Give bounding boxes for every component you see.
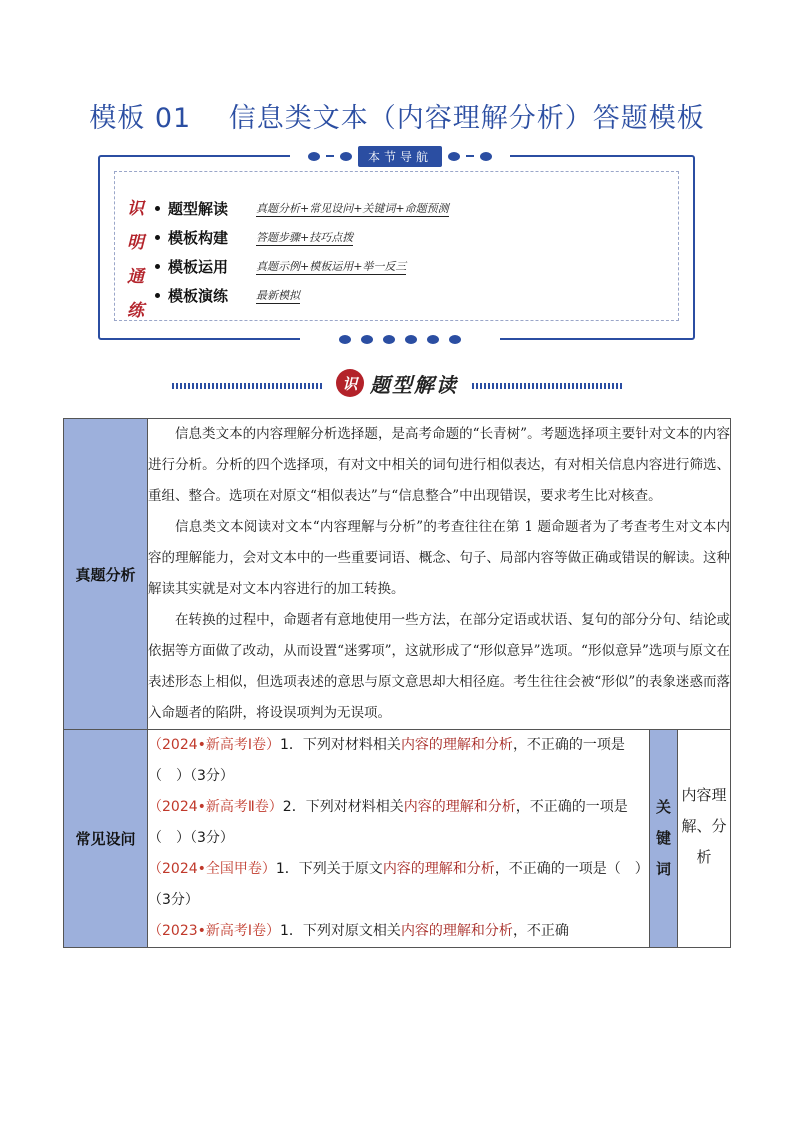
decor-dot-icon [449, 335, 461, 344]
nav-header [290, 145, 510, 167]
question-keyword: 内容的理解和分析 [400, 737, 513, 753]
question-keyword: 内容的理解和分析 [403, 799, 516, 815]
question-text: 1．下列对材料相关 [280, 737, 401, 753]
analysis-content [148, 419, 731, 730]
nav-item-desc: 真题分析+常见设问+关键词+命题预测 [256, 202, 449, 215]
nav-item-name: 模板构建 [168, 229, 229, 247]
decor-stripe [472, 383, 622, 389]
nav-item[interactable] [155, 223, 449, 252]
decor-stripe [172, 383, 322, 389]
question-text: 1．下列对原文相关 [280, 923, 401, 939]
decor-dot-icon [405, 335, 417, 344]
analysis-paragraph: 信息类文本的内容理解分析选择题，是高考命题的“长青树”。考题选择项主要针对文本的内容进行分析。分析的四个选择项，有对文中相关的词句进行相似表达，有对相关信息内容进行筛选、重组、整合。选项在对原文“相似表达”与“信息整合”中出现错误，要求考生比对核查。 [148, 426, 731, 504]
analysis-paragraph: 信息类文本阅读对文本“内容理解与分析”的考查往往在第 1 题命题者为了考查考生对文本内容的理解能力，会对文本中的一些重要词语、概念、句子、局部内容等做正确或错误的解读。这种解读其实就是对文本内容进行的加工转换。 [148, 519, 731, 597]
nav-item[interactable] [155, 281, 449, 310]
nav-label: 本节导航 [358, 146, 442, 167]
analysis-paragraph: 在转换的过程中，命题者有意地使用一些方法，在部分定语或状语、复句的部分分句、结论或依据等方面做了改动，从而设置“迷雾项”，这就形成了“形似意异”选项。“形似意异”选项与原文在表述形态上相似，但选项表述的意思与原文意思却大相径庭。考生往往会被“形似”的表象迷惑而落入命题者的陷阱，将设误项判为无误项。 [148, 612, 731, 721]
keyword-value: 内容理解、分析 [678, 730, 731, 948]
decor-dot-icon [480, 152, 492, 161]
table-row [64, 419, 731, 730]
section-badge [322, 366, 472, 400]
section-seal-icon: 识 [336, 369, 364, 397]
nav-item-desc: 答题步骤+技巧点拨 [256, 231, 354, 244]
nav-item-desc: 最新模拟 [256, 289, 300, 302]
nav-side-chars [127, 194, 147, 321]
decor-dot-icon [448, 152, 460, 161]
bullet-icon [155, 264, 160, 269]
questions-content [148, 730, 650, 948]
nav-item-desc: 真题示例+模板运用+举一反三 [256, 260, 407, 273]
question-item [148, 916, 649, 947]
nav-item-name: 模板运用 [168, 258, 229, 276]
question-text: 1．下列关于原文 [275, 861, 383, 877]
question-text: ，不正确的一项是（ ）（3分） [148, 861, 649, 908]
decor-dot-icon [427, 335, 439, 344]
section-title: 题型解读 [370, 372, 458, 397]
question-source: （2024•新高考Ⅱ卷） [148, 799, 283, 815]
decor-dot-icon [339, 335, 351, 344]
page-title: 模板 01 信息类文本（内容理解分析）答题模板 [89, 103, 705, 134]
nav-item-name: 模板演练 [168, 287, 229, 305]
bullet-icon [155, 235, 160, 240]
nav-side-char: 明 [127, 233, 144, 253]
decor-dash [466, 155, 474, 157]
table-row [64, 730, 731, 948]
question-text: ，不正确的一项是（ ）（3分） [148, 737, 625, 784]
analysis-header: 真题分析 [64, 419, 148, 730]
section-navigation-box [98, 149, 695, 340]
question-keyword: 内容的理解和分析 [382, 861, 495, 877]
nav-item-name: 题型解读 [168, 200, 229, 218]
question-item [148, 730, 649, 792]
question-text: 2．下列对材料相关 [282, 799, 404, 815]
bullet-icon [155, 293, 160, 298]
question-source: （2024•新高考Ⅰ卷） [148, 737, 281, 753]
nav-item[interactable] [155, 252, 449, 281]
decor-dot-icon [383, 335, 395, 344]
keyword-header: 关键词 [650, 730, 678, 948]
nav-list [155, 194, 449, 310]
question-keyword: 内容的理解和分析 [400, 923, 513, 939]
bullet-icon [155, 206, 160, 211]
decor-dot-icon [340, 152, 352, 161]
nav-side-char: 识 [127, 199, 144, 219]
decor-dot-icon [308, 152, 320, 161]
question-item [148, 854, 649, 916]
nav-footer-dots [300, 332, 500, 346]
nav-side-char: 通 [127, 267, 144, 287]
question-text: ，不正确 [512, 923, 569, 939]
nav-inner-box [114, 171, 679, 321]
section-header [172, 366, 622, 400]
question-text: ，不正确的一项是（ ）（3分） [148, 799, 628, 846]
decor-dash [326, 155, 334, 157]
nav-item[interactable] [155, 194, 449, 223]
question-source: （2024•全国甲卷） [148, 861, 276, 877]
question-source: （2023•新高考Ⅰ卷） [148, 923, 281, 939]
nav-side-char: 练 [127, 301, 144, 321]
decor-dot-icon [361, 335, 373, 344]
question-item [148, 792, 649, 854]
questions-header: 常见设问 [64, 730, 148, 948]
analysis-table [63, 418, 731, 948]
